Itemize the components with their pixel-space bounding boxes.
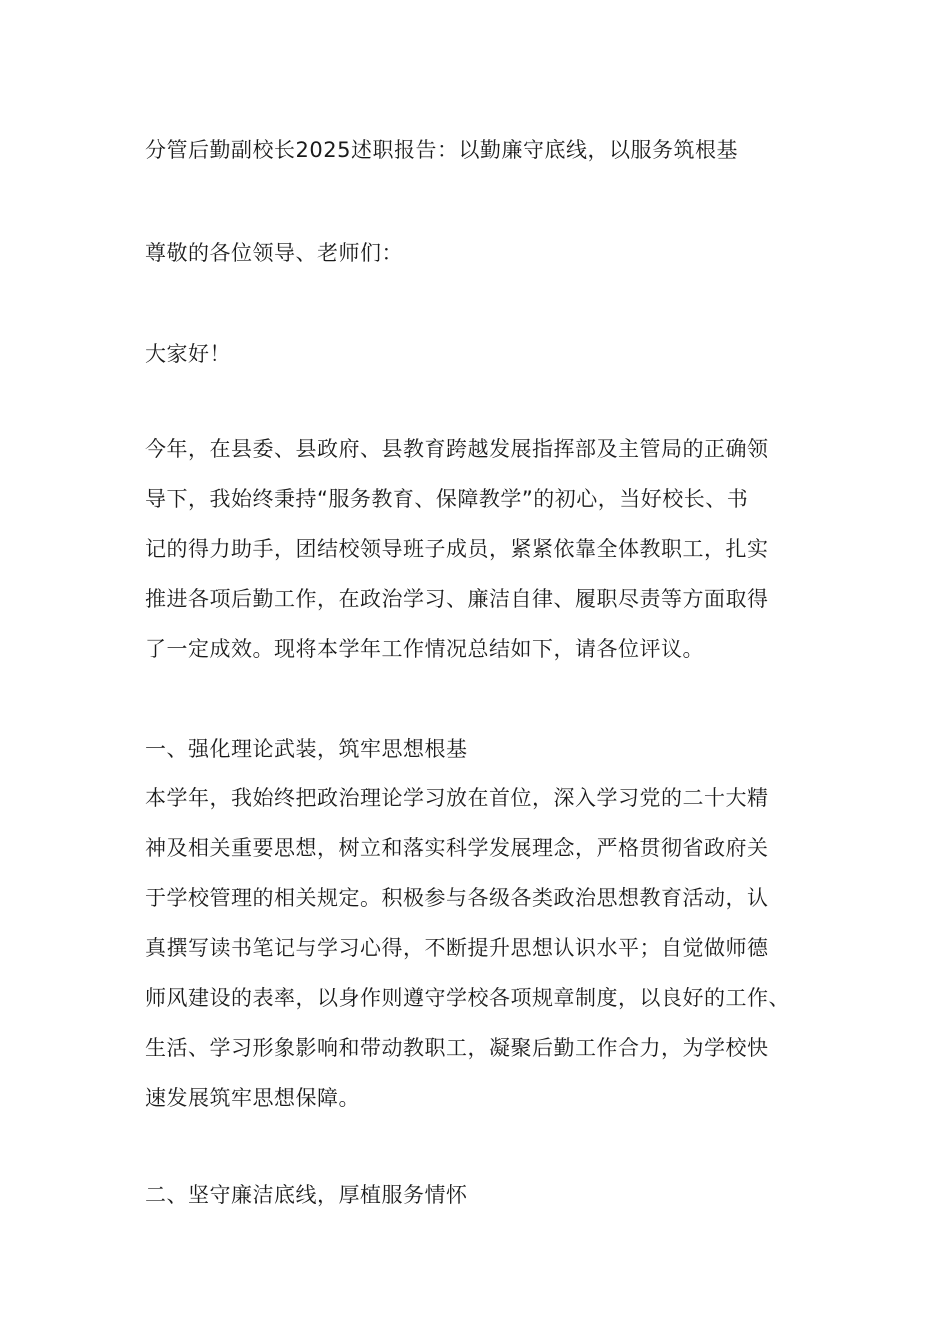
section-1-paragraph	[145, 783, 845, 1133]
section-heading-1: 一、强化理论武装，筑牢思想根基	[145, 737, 468, 761]
paragraph-line: 了一定成效。现将本学年工作情况总结如下，请各位评议。	[145, 637, 704, 661]
report-title: 分管后勤副校长2025述职报告：以勤廉守底线，以服务筑根基	[145, 138, 738, 162]
paragraph-line: 速发展筑牢思想保障。	[145, 1086, 360, 1110]
paragraph-line: 本学年，我始终把政治理论学习放在首位，深入学习党的二十大精	[145, 786, 769, 810]
salutation: 尊敬的各位领导、老师们：	[145, 241, 403, 265]
intro-paragraph	[145, 434, 845, 684]
section-heading-2: 二、坚守廉洁底线，厚植服务情怀	[145, 1183, 468, 1207]
paragraph-line: 记的得力助手，团结校领导班子成员，紧紧依靠全体教职工，扎实	[145, 537, 769, 561]
paragraph-line: 今年，在县委、县政府、县教育跨越发展指挥部及主管局的正确领	[145, 437, 769, 461]
paragraph-line: 导下，我始终秉持“服务教育、保障教学”的初心，当好校长、书	[145, 487, 749, 511]
paragraph-line: 神及相关重要思想，树立和落实科学发展理念，严格贯彻省政府关	[145, 836, 769, 860]
paragraph-line: 于学校管理的相关规定。积极参与各级各类政治思想教育活动，认	[145, 886, 769, 910]
paragraph-line: 师风建设的表率，以身作则遵守学校各项规章制度，以良好的工作、	[145, 986, 790, 1010]
greeting: 大家好！	[145, 342, 231, 366]
paragraph-line: 推进各项后勤工作，在政治学习、廉洁自律、履职尽责等方面取得	[145, 587, 769, 611]
paragraph-line: 真撰写读书笔记与学习心得，不断提升思想认识水平；自觉做师德	[145, 936, 769, 960]
paragraph-line: 生活、学习形象影响和带动教职工，凝聚后勤工作合力，为学校快	[145, 1036, 769, 1060]
